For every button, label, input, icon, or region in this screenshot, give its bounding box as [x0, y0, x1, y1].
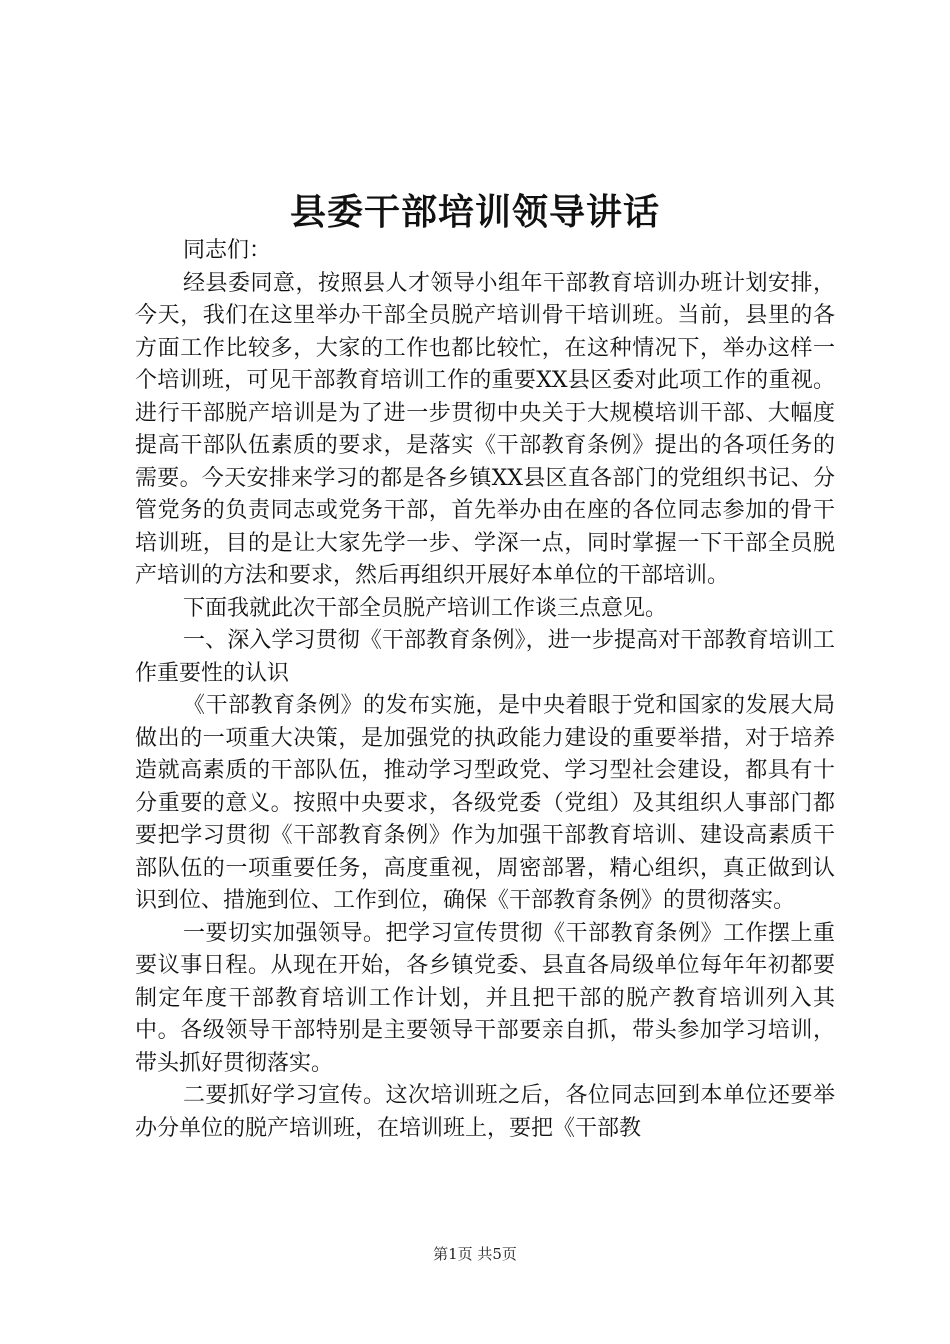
- body-paragraph: 《干部教育条例》的发布实施，是中央着眼于党和国家的发展大局做出的一项重大决策，是加强党的执政能力建设的重要举措，对于培养造就高素质的干部队伍，推动学习型政党、学习型社会建设，都具有十分重要的意义。按照中央要求，各级党委（党组）及其组织人事部门都要把学习贯彻《干部教育条例》作为加强干部教育培训、建设高素质干部队伍的一项重要任务，高度重视，周密部署，精心组织，真正做到认识到位、措施到位、工作到位，确保《干部教育条例》的贯彻落实。: [135, 693, 835, 913]
- page-footer: 第1页 共5页: [433, 1245, 517, 1263]
- section-heading: 一、深入学习贯彻《干部教育条例》，进一步提高对干部教育培训工作重要性的认识: [135, 628, 835, 686]
- document-body: [135, 235, 835, 1145]
- salutation-paragraph: 同志们：: [183, 238, 272, 263]
- document-title: 县委干部培训领导讲话: [289, 192, 660, 233]
- body-paragraph: 二要抓好学习宣传。这次培训班之后，各位同志回到本单位还要举办分单位的脱产培训班，在培训班上，要把《干部教: [135, 1083, 835, 1141]
- body-paragraph: 一要切实加强领导。把学习宣传贯彻《干部教育条例》工作摆上重要议事日程。从现在开始，各乡镇党委、县直各局级单位每年年初都要制定年度干部教育培训工作计划，并且把干部的脱产教育培训列入其中。各级领导干部特别是主要领导干部要亲自抓，带头参加学习培训，带头抓好贯彻落实。: [135, 920, 835, 1076]
- body-paragraph: 下面我就此次干部全员脱产培训工作谈三点意见。: [183, 595, 668, 621]
- body-paragraph: 经县委同意，按照县人才领导小组年干部教育培训办班计划安排，今天，我们在这里举办干部全员脱产培训骨干培训班。当前，县里的各方面工作比较多，大家的工作也都比较忙，在这种情况下，举办这样一个培训班，可见干部教育培训工作的重要XX县区委对此项工作的重视。进行干部脱产培训是为了进一步贯彻中央关于大规模培训干部、大幅度提高干部队伍素质的要求，是落实《干部教育条例》提出的各项任务的需要。今天安排来学习的都是各乡镇XX县区直各部门的党组织书记、分管党务的负责同志或党务干部，首先举办由在座的各位同志参加的骨干培训班，目的是让大家先学一步、学深一点，同时掌握一下干部全员脱产培训的方法和要求，然后再组织开展好本单位的干部培训。: [135, 270, 835, 588]
